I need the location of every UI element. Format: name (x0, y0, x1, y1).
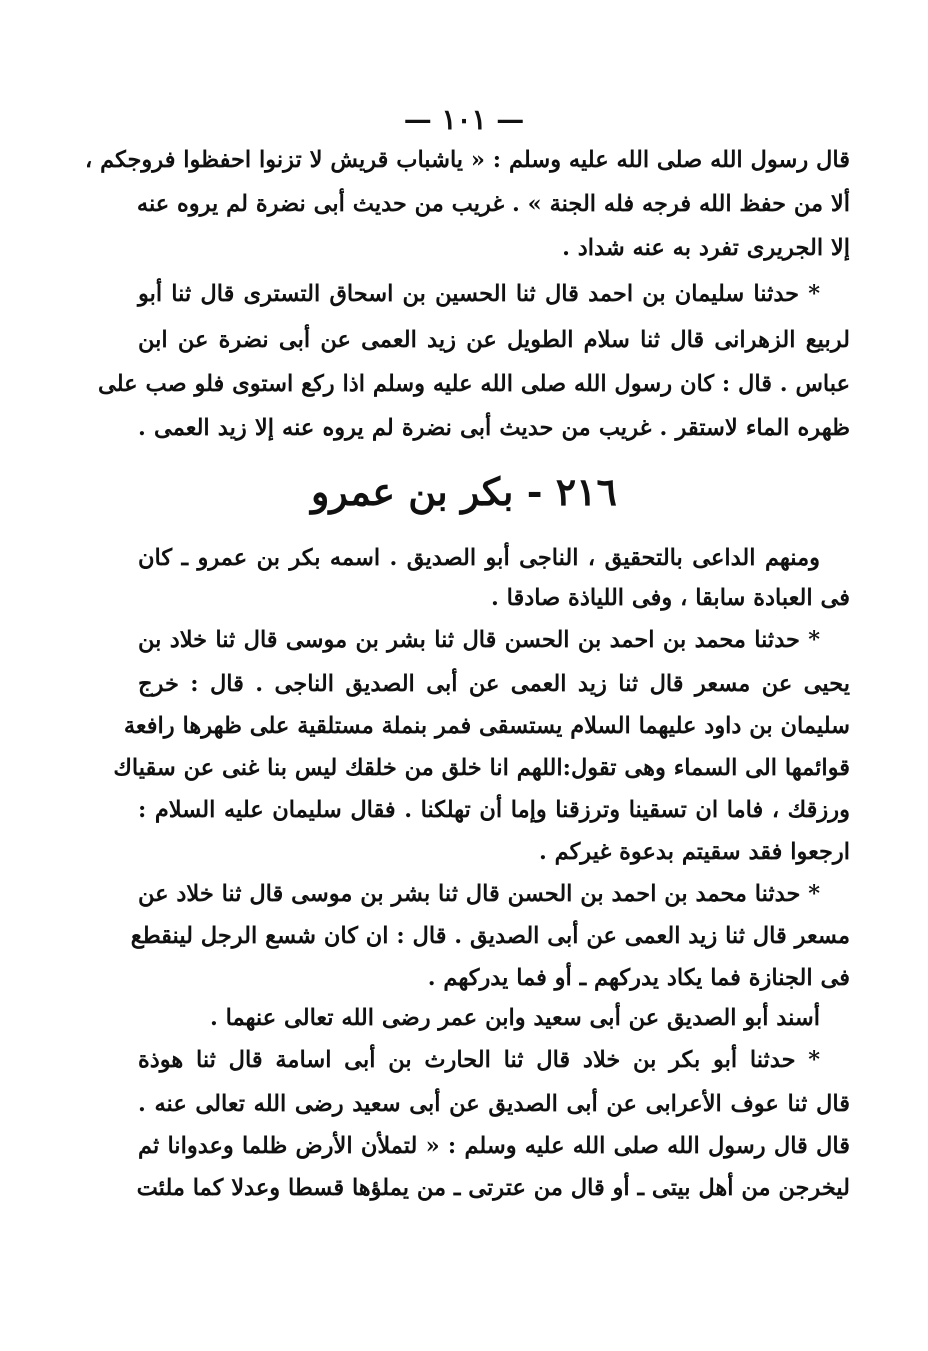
text-line: * حدثنا سليمان بن احمد قال ثنا الحسين بن اسحاق التسترى قال ثنا أبو (138, 281, 820, 307)
text-line: فى العبادة سابقا ، وفى اللياذة صادقا . (490, 585, 850, 611)
text-line: عباس . قال : كان رسول الله صلى الله عليه وسلم اذا ركع استوى فلو صب على (97, 371, 850, 397)
text-line: ليخرجن من أهل بيتى ـ أو قال من عترتى ـ من يملؤها قسطا وعدلا كما ملئت (136, 1175, 850, 1201)
text-line: * حدثنا أبو بكر بن خلاد قال ثنا الحارث بن أبى اسامة قال ثنا هوذة (138, 1047, 820, 1073)
text-line: قال ثنا عوف الأعرابى عن أبى الصديق عن أبى سعيد رضى الله تعالى عنه . (138, 1091, 850, 1117)
text-line: * حدثنا محمد بن احمد بن الحسن قال ثنا بشر بن موسى قال ثنا خلاد بن (138, 627, 820, 653)
text-line: قوائمها الى السماء وهى تقول:اللهم انا خلق من خلقك ليس بنا غنى عن سقياك (113, 755, 850, 781)
page-number: — ١٠١ — (403, 103, 525, 136)
text-line: ورزقك ، فاما ان تسقينا وترزقنا وإما أن تهلكنا . فقال سليمان عليه السلام : (138, 797, 850, 823)
text-line: * حدثنا محمد بن احمد بن الحسن قال ثنا بشر بن موسى قال ثنا خلاد عن (138, 881, 820, 907)
section-heading: ٢١٦ - بكر بن عمرو (311, 469, 617, 514)
text-line: يحيى عن مسعر قال ثنا زيد العمى عن أبى الصديق الناجى . قال : خرج (138, 671, 850, 697)
text-line: سليمان بن داود عليهما السلام يستسقى فمر بنملة مستلقية على ظهرها رافعة (123, 713, 850, 739)
text-line: فى الجنازة فما يكاد يدركهم ـ أو فما يدركهم . (427, 965, 850, 991)
text-line: لربيع الزهرانى قال ثنا سلام الطويل عن زيد العمى عن أبى نضرة عن ابن (138, 327, 850, 353)
text-line: ارجعوا فقد سقيتم بدعوة غيركم . (538, 839, 850, 865)
text-line: قال رسول الله صلى الله عليه وسلم : « ياشباب قريش لا تزنوا احفظوا فروجكم ، (85, 147, 850, 173)
text-line: أسند أبو الصديق عن أبى سعيد وابن عمر رضى الله تعالى عنهما . (210, 1005, 820, 1031)
text-block-top (85, 140, 850, 441)
text-line: ومنهم الداعى بالتحقيق ، الناجى أبو الصديق . اسمه بكر بن عمرو ـ كان (138, 545, 820, 571)
text-line: ألا من حفظ الله فرجه فله الجنة » . غريب من حديث أبى نضرة لم يروه عنه (136, 191, 850, 217)
text-line: مسعر قال ثنا زيد العمى عن أبى الصديق . قال : ان كان شسع الرجل لينقطع (130, 923, 850, 949)
text-line: قال قال رسول الله صلى الله عليه وسلم : « لتملأن الأرض ظلما وعدوانا ثم (138, 1133, 850, 1159)
text-block-bottom (113, 538, 850, 1218)
text-line: إلا الجريرى تفرد به عنه شداد . (562, 235, 850, 261)
text-line: ظهره الماء لاستقر . غريب من حديث أبى نضرة لم يروه عنه إلا زيد العمى . (138, 415, 850, 441)
